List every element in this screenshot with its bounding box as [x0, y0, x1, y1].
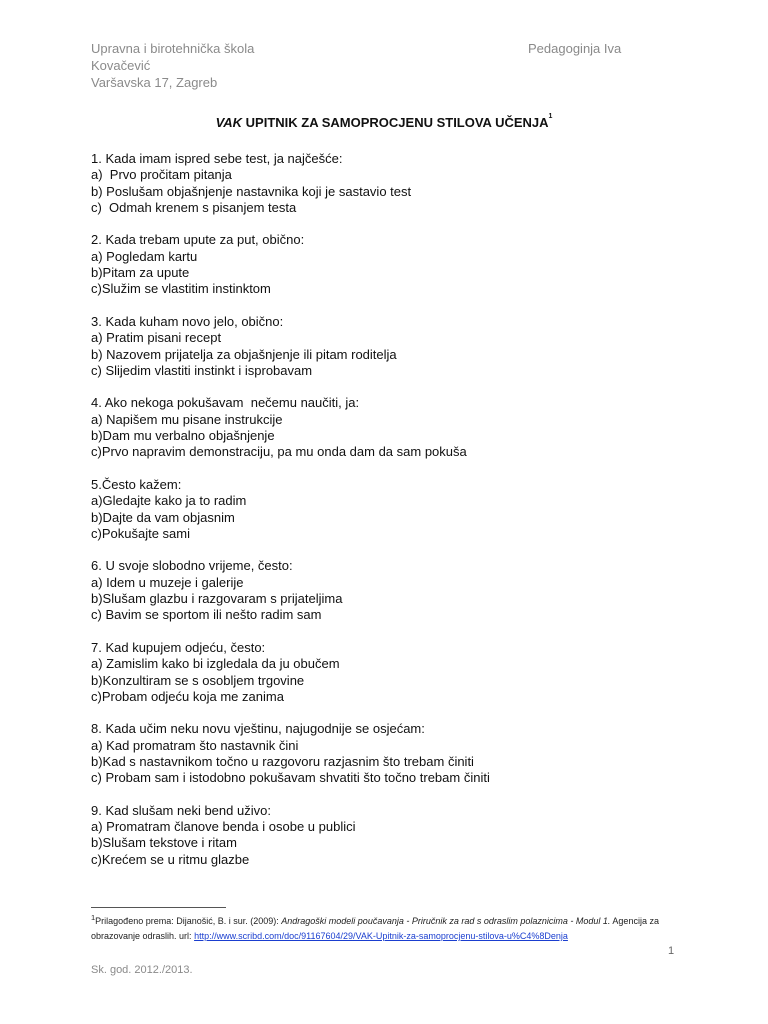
answer-option: a) Idem u muzeje i galerije — [91, 574, 244, 590]
answer-option: c)Krećem se u ritmu glazbe — [91, 851, 250, 867]
question-block — [91, 151, 691, 216]
question-text: 8. Kada učim neku novu vještinu, najugodnije se osjećam: — [91, 721, 425, 737]
question-text: 5.Često kažem: — [91, 476, 182, 492]
school-name-line2: Kovačević — [91, 58, 151, 73]
page-number: 1 — [668, 945, 675, 957]
answer-option: a)Gledajte kako ja to radim — [91, 493, 247, 509]
answer-option: c)Služim se vlastitim instinktom — [91, 281, 271, 297]
answer-option: c)Pokušajte sami — [91, 525, 190, 541]
header-school-info — [91, 40, 511, 91]
question-text: 9. Kad slušam neki bend uživo: — [91, 802, 271, 818]
answer-option: a) Napišem mu pisane instrukcije — [91, 411, 283, 427]
answer-option: c)Probam odjeću koja me zanima — [91, 688, 284, 704]
question-text: 1. Kada imam ispred sebe test, ja najčešće: — [91, 151, 343, 166]
footnote-divider — [91, 907, 226, 908]
question-block — [91, 232, 691, 297]
answer-option: b)Dam mu verbalno objašnjenje — [91, 428, 275, 444]
footnote-marker: 1 — [91, 913, 96, 922]
answer-option: b) Nazovem prijatelja za objašnjenje ili pitam roditelja — [91, 346, 397, 362]
questionnaire — [91, 151, 691, 884]
answer-option: a) Kad promatram što nastavnik čini — [91, 737, 299, 753]
answer-option: a) Promatram članove benda i osobe u publici — [91, 819, 356, 835]
title-prefix: VAK — [215, 115, 243, 130]
answer-option: c) Probam sam i istodobno pokušavam shvatiti što točno trebam činiti — [91, 770, 490, 786]
school-name-line1: Upravna i birotehnička škola — [91, 41, 255, 56]
school-address: Varšavska 17, Zagreb — [91, 75, 218, 90]
school-year: Sk. god. 2012./2013. — [91, 964, 193, 976]
question-block — [91, 803, 691, 868]
question-block — [91, 721, 691, 786]
footnote-link[interactable]: http://www.scribd.com/doc/91167604/29/VAK-Upitnik-za-samoprocjenu-stilova-u%C4%8Denja — [194, 931, 568, 941]
footnote-tail: Agencija za obrazovanje odraslih. url: — [91, 916, 659, 941]
answer-option: b)Pitam za upute — [91, 265, 190, 281]
answer-option: a) Zamislim kako bi izgledala da ju obučem — [91, 656, 340, 672]
footnote-italic: Andragoški modeli poučavanja - Priručnik za rad s odraslim polaznicima - Modul 1. — [281, 916, 611, 926]
question-block — [91, 477, 691, 542]
answer-option: b)Slušam glazbu i razgovaram s prijateljima — [91, 591, 343, 607]
answer-option: c) Slijedim vlastiti instinkt i isprobavam — [91, 362, 313, 378]
question-block — [91, 640, 691, 705]
answer-option: c) Odmah krenem s pisanjem testa — [91, 199, 297, 215]
answer-option: b)Dajte da vam objasnim — [91, 509, 235, 525]
answer-option: b)Slušam tekstove i ritam — [91, 835, 237, 851]
answer-option: b)Kad s nastavnikom točno u razgovoru razjasnim što trebam činiti — [91, 753, 474, 769]
answer-option: c) Bavim se sportom ili nešto radim sam — [91, 607, 322, 623]
answer-option: a) Pratim pisani recept — [91, 330, 222, 346]
footnote-lead: Prilagođeno prema: Dijanošić, B. i sur. (2009): — [95, 916, 282, 926]
question-text: 3. Kada kuham novo jelo, obično: — [91, 313, 284, 329]
page-title — [0, 115, 768, 130]
question-text: 2. Kada trebam upute za put, obično: — [91, 232, 305, 248]
question-text: 6. U svoje slobodno vrijeme, često: — [91, 558, 293, 574]
answer-option: c)Prvo napravim demonstraciju, pa mu onda dam da sam pokuša — [91, 444, 467, 460]
answer-option: a) Pogledam kartu — [91, 248, 198, 264]
header-author: Pedagoginja Iva — [528, 41, 622, 56]
answer-option: b)Konzultiram se s osobljem trgovine — [91, 672, 305, 688]
title-footnote-marker: 1 — [548, 113, 553, 120]
question-text: 4. Ako nekoga pokušavam nečemu naučiti, ja: — [91, 395, 360, 411]
question-block — [91, 314, 691, 379]
question-block — [91, 558, 691, 623]
title-main: UPITNIK ZA SAMOPROCJENU STILOVA UČENJA — [242, 115, 549, 130]
question-block — [91, 395, 691, 460]
answer-option: a) Prvo pročitam pitanja — [91, 167, 232, 183]
answer-option: b) Poslušam objašnjenje nastavnika koji je sastavio test — [91, 183, 412, 199]
question-text: 7. Kad kupujem odjeću, često: — [91, 639, 266, 655]
footnote — [91, 910, 681, 944]
